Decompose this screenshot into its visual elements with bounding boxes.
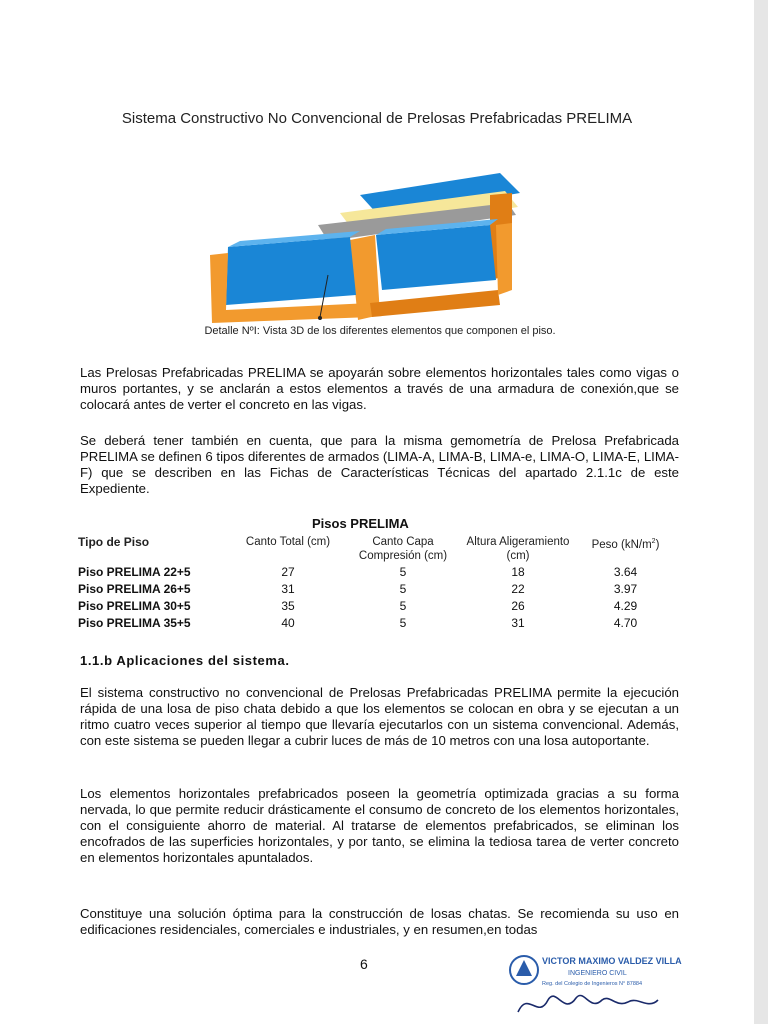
row-name-cell: Piso PRELIMA 35+5 — [78, 615, 191, 630]
row-value-cell: 3.64 — [613, 564, 638, 579]
table-row — [78, 563, 673, 580]
table-header-row — [78, 535, 673, 563]
paragraph-geometria: Los elementos horizontales prefabricados poseen la geometría optimizada gracias a su forma nervada, lo que permite reducir drásticamente el consumo de concreto de los elementos horizontales, con el consiguiente ahorro de material. Al tratarse de elementos prefabricados, se eliminan los encofrados de las superficies horizontales, y por tanto, se elimina la tediosa tarea de verter concreto en elementos horizontales apuntalados. — [80, 786, 679, 865]
slab-3d-illustration — [200, 155, 530, 325]
row-value-cell: 3.97 — [613, 581, 638, 596]
left-block — [226, 237, 356, 305]
header-peso: Peso $(kN/m^2)$ — [591, 538, 660, 551]
row-value-cell: 35 — [281, 598, 295, 613]
engineer-stamp — [498, 950, 698, 1020]
signature-icon — [518, 995, 658, 1012]
figure-caption: Detalle NºI: Vista 3D de los diferentes elementos que componen el piso. — [204, 325, 556, 337]
header-tipo: Tipo de Piso — [78, 535, 150, 549]
page-edge — [754, 0, 768, 1024]
header-canto-capa: Canto Capa Compresión (cm) — [358, 536, 448, 562]
paragraph-armados: Se deberá tener también en cuenta, que para la misma gemometría de Prelosa Prefabricada PRELIMA se definen 6 tipos diferentes de armados (LIMA-A, LIMA-B, LIMA-e, LIMA-O, LIMA-E, LIMA-F) que se describen en las Fichas de Características Técnicas del apartado 2.1.1c de este Expediente. — [80, 433, 679, 496]
row-value-cell: 4.29 — [613, 598, 638, 613]
row-value-cell: 27 — [281, 564, 295, 579]
row-name-cell: Piso PRELIMA 30+5 — [78, 598, 191, 613]
row-value-cell: 18 — [511, 564, 525, 579]
row-value-cell: 31 — [511, 615, 525, 630]
svg-text:Reg. del Colegio de Ingenieros: Reg. del Colegio de Ingenieros N° 87884 — [542, 981, 643, 987]
row-value-cell: 31 — [281, 581, 295, 596]
table-row — [78, 580, 673, 597]
row-value-cell: 5 — [399, 615, 407, 630]
row-name-cell: Piso PRELIMA 26+5 — [78, 581, 191, 596]
svg-text:INGENIERO CIVIL: INGENIERO CIVIL — [568, 970, 627, 977]
table-row — [78, 597, 673, 614]
page-number: 6 — [360, 956, 368, 972]
row-value-cell: 4.70 — [613, 615, 638, 630]
header-altura: Altura Aligeramiento (cm) — [466, 536, 570, 562]
paragraph-supports: Las Prelosas Prefabricadas PRELIMA se apoyarán sobre elementos horizontales tales como vigas o muros portantes, y se anclarán a estos elementos a través de una armadura de conexión,que se colocará antes de verter el concreto en las vigas. — [80, 365, 679, 412]
row-value-cell: 40 — [281, 615, 295, 630]
section-heading: 1.1.b Aplicaciones del sistema. — [80, 653, 290, 668]
row-value-cell: 5 — [399, 581, 407, 596]
row-value-cell: 26 — [511, 598, 525, 613]
page-title: Sistema Constructivo No Convencional de Prelosas Prefabricadas PRELIMA — [121, 110, 633, 127]
pisos-table — [78, 535, 673, 631]
header-canto-total: Canto Total (cm) — [245, 536, 331, 548]
paragraph-solucion: Constituye una solución óptima para la construcción de losas chatas. Se recomienda su uso en edificaciones residenciales, comerciales e industriales, y en resumen,en todas — [80, 906, 679, 937]
row-value-cell: 5 — [399, 598, 407, 613]
row-name-cell: Piso PRELIMA 22+5 — [78, 564, 191, 579]
row-value-cell: 5 — [399, 564, 407, 579]
right-block — [376, 225, 496, 290]
row-value-cell: 22 — [511, 581, 525, 596]
table-row — [78, 614, 673, 631]
svg-text:VICTOR MAXIMO VALDEZ VILLA: VICTOR MAXIMO VALDEZ VILLA — [542, 956, 682, 966]
table-body — [78, 563, 673, 631]
table-title: Pisos PRELIMA — [312, 516, 409, 531]
paragraph-ejecucion: El sistema constructivo no convencional de Prelosas Prefabricadas PRELIMA permite la ejecución rápida de una losa de piso chata debido a que los elementos se colocan en obra y se ejecutan a un ritmo cuatro veces superior al tiempo que llevaría ejecutarlos con un sistema convencional. Además, con este sistema se pueden llegar a cubrir luces de más de 10 metros con una losa autoportante. — [80, 685, 679, 748]
